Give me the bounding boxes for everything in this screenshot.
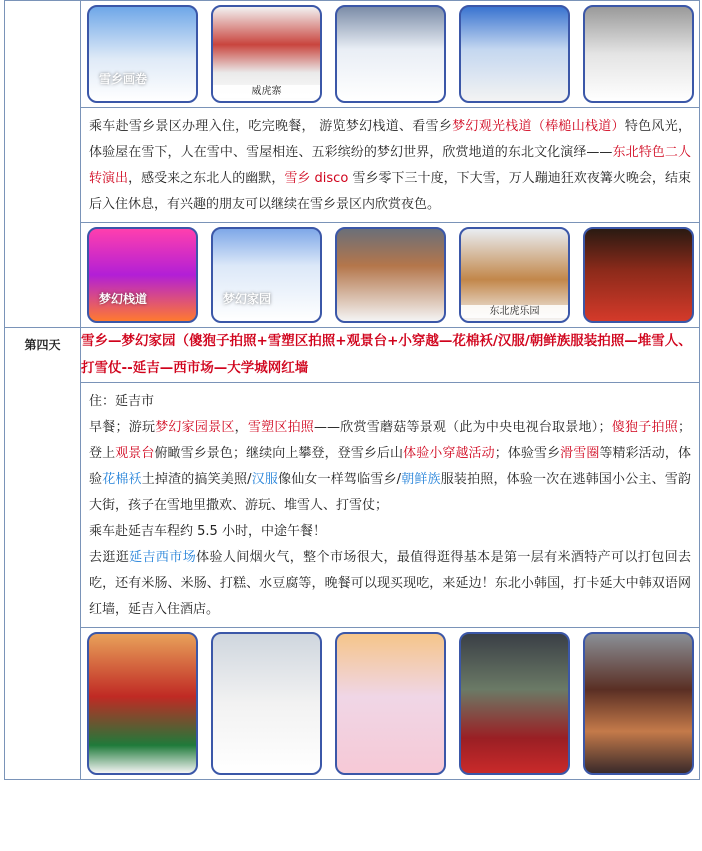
paragraph-text: 乘车赴雪乡景区办理入住，吃完晚餐， 游览梦幻栈道、看雪乡 [89,119,453,134]
west-market-photo [459,632,570,775]
day4-paragraph [89,420,691,617]
photo-tag: 梦幻栈道 [99,292,148,306]
snow-swing-photo [583,5,694,103]
day3-label-cell [5,1,81,328]
day3-text-cell [81,108,700,223]
day4-text-block [81,383,699,627]
highlight-text: 延吉西市场 [129,550,197,565]
weihuzhai-photo [211,5,322,103]
photo-caption: 东北虎乐园 [461,305,568,318]
paragraph-text: 俯瞰雪乡景色；继续向上攀登，登雪乡后山 [154,446,404,461]
paragraph-text: 特色风光，体验屋在雪下，人在雪中、雪屋相连、五彩缤纷的梦幻世界，欣赏地道的东北文化演绎—— [89,119,691,160]
row3-photos-cell [81,628,700,780]
paragraph-text: 乘车赴延吉车程约 5.5 小时，中途午餐！ [89,524,326,539]
paragraph-text: ；体验雪乡 [494,446,561,461]
paragraph-text: 体验人间烟火气，整个市场很大，最值得逛得基本是第一层有米酒特产可以打包回去吃，还有米肠、米肠、打糕、水豆腐等，晚餐可以现买现吃，来延边！东北小韩国，打卡延大中韩双语网红墙，延吉入住酒店。 [89,550,691,617]
highlight-text: 雪塑区拍照 [247,420,315,435]
row2-photos-cell [81,223,700,328]
paragraph-text: 去逛逛 [89,550,130,565]
snow-gate-photo [459,5,570,103]
white-coat-photo [211,632,322,775]
photo-row-1 [81,1,699,107]
paragraph-text: 等精彩活动，体验 [89,446,691,487]
highlight-text: 雪乡 disco [284,171,349,186]
photo-row-3 [81,628,699,779]
highlight-text: 汉服 [251,472,279,487]
row1-photos-cell [81,1,700,108]
errenzhuan-photo [583,227,694,323]
highlight-text: 傻狍子拍照 [611,420,678,435]
highlight-text: 体验小穿越活动 [403,446,495,461]
paragraph-text: 早餐；游玩 [89,420,156,435]
highlight-text: 花棉袄 [102,472,142,487]
day4-stay: 住：延吉市 [89,394,155,409]
snow-trees-photo [87,5,198,103]
day3-paragraph [81,108,699,222]
flower-jacket-photo [87,632,198,775]
paragraph-text: 像仙女一样驾临雪乡/ [278,472,402,487]
sausage-photo [583,632,694,775]
itinerary-table [4,0,700,780]
day4-title-cell [81,328,700,383]
photo-caption: 威虎寨 [213,85,320,98]
dream-home-photo [211,227,322,323]
highlight-text: 梦幻观光栈道（棒槌山栈道） [452,119,625,134]
highlight-text: 滑雪圈 [560,446,600,461]
day4-title: 雪乡—梦幻家园（傻狍子拍照+雪塑区拍照+观景台+小穿越—花棉袄/汉服/朝鲜族服装拍照—堆雪人、打雪仗--延吉—西市场—大学城网红墙 [81,333,692,376]
day4-text-cell [81,383,700,628]
paragraph-text: 雪乡零下三十度，下大雪，万人蹦迪狂欢夜篝火晚会，结束后入住休息，有兴趣的朋友可以继续在雪乡景区内欣赏夜色。 [89,171,691,212]
highlight-text: 梦幻家园景区 [155,420,235,435]
tiger-park-photo [459,227,570,323]
snow-village-photo [335,227,446,323]
dream-boardwalk-photo [87,227,198,323]
highlight-text: 观景台 [115,446,155,461]
highlight-text: 东北特色二人转演出 [89,145,691,186]
photo-row-2 [81,223,699,327]
paragraph-text: ，感受来之东北人的幽默， [128,171,285,186]
hanbok-photo [335,632,446,775]
highlight-text: 朝鲜族 [401,472,441,487]
paragraph-text: 土掉渣的搞笑美照/ [141,472,252,487]
paragraph-text: ——欣赏雪蘑菇等景观（此为中央电视台取景地）； [314,420,612,435]
ski-slope-photo [335,5,446,103]
photo-tag: 雪乡画卷 [99,72,148,86]
photo-tag: 梦幻家园 [223,292,272,306]
day4-label-cell [5,328,81,780]
paragraph-text: ， [234,420,248,435]
day4-label: 第四天 [24,338,61,352]
paragraph-text: ；登上 [89,420,691,461]
paragraph-text: 服装拍照，体验一次在逃韩国小公主、雪韵大街，孩子在雪地里撒欢、游玩、堆雪人、打雪仗； [89,472,691,513]
